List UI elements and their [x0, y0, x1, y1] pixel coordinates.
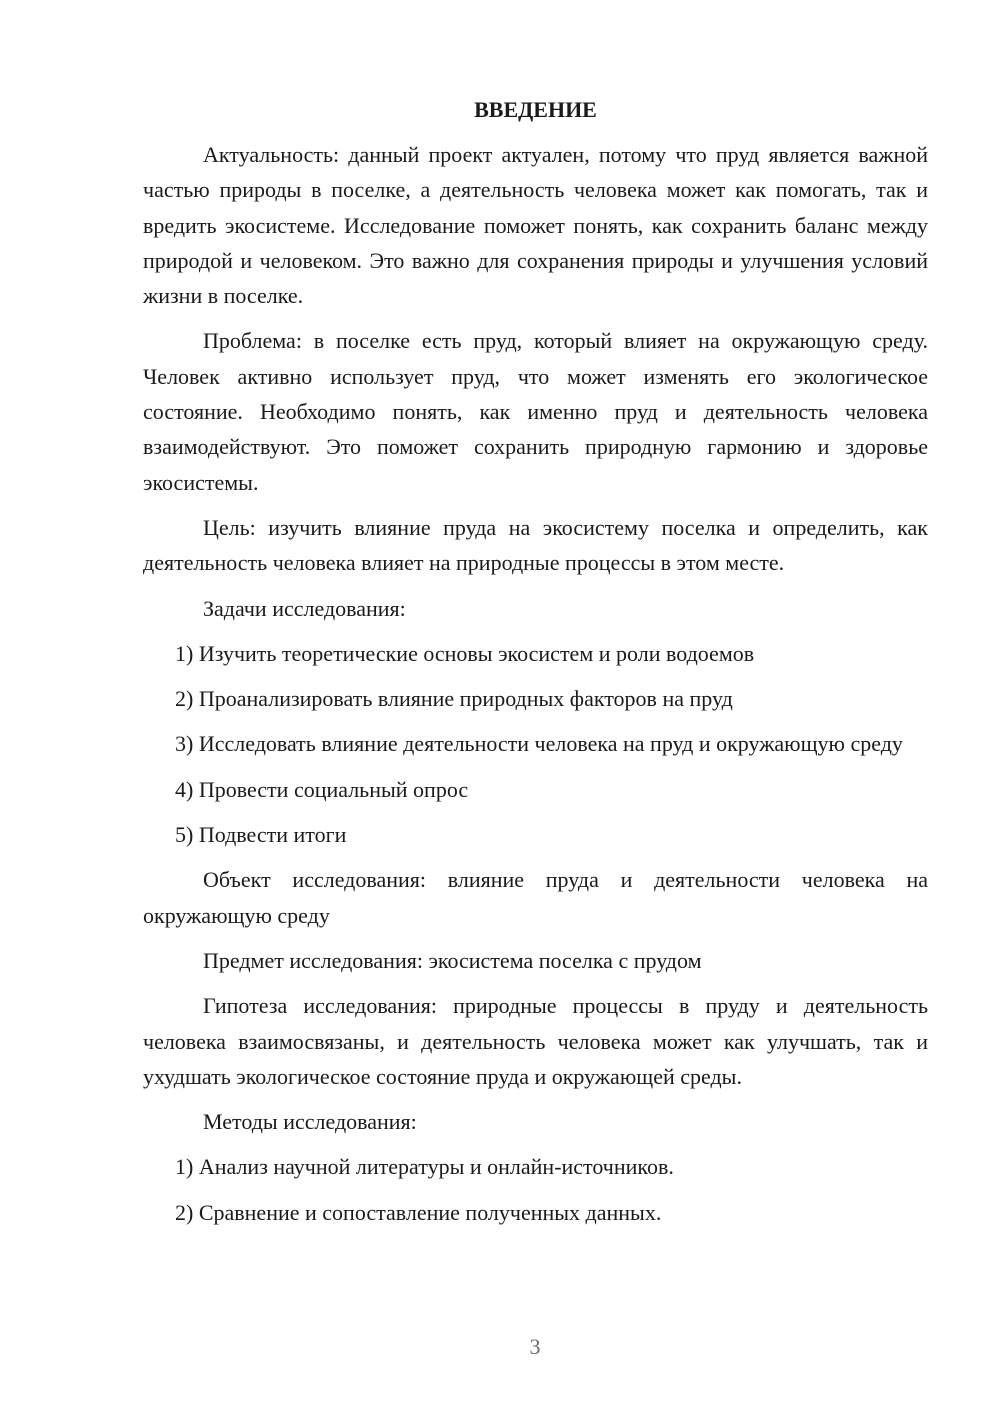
task-item-3: 3) Исследовать влияние деятельности человека на пруд и окружающую среду — [175, 731, 903, 757]
task-item-1: 1) Изучить теоретические основы экосистем и роли водоемов — [175, 640, 755, 666]
relevance-paragraph: Актуальность: данный проект актуален, потому что пруд является важной частью природы в поселке, а деятельность человека может как помогать, так и вредить экосистеме. Исследование поможет понять, как сохранить баланс между природой и человеком. Это важно для сохранения природы и улучшения условий жизни в поселке. — [143, 142, 928, 309]
method-item-2: 2) Сравнение и сопоставление полученных данных. — [175, 1199, 662, 1225]
object-paragraph: Объект исследования: влияние пруда и деятельности человека на окружающую среду — [143, 867, 928, 928]
method-item-1: 1) Анализ научной литературы и онлайн-источников. — [175, 1154, 674, 1180]
page-content — [143, 94, 928, 1240]
tasks-heading: Задачи исследования: — [203, 595, 406, 621]
methods-heading: Методы исследования: — [203, 1109, 417, 1135]
problem-paragraph: Проблема: в поселке есть пруд, который влияет на окружающую среду. Человек активно использует пруд, что может изменять его экологическое состояние. Необходимо понять, как именно пруд и деятельность человека взаимодействуют. Это поможет сохранить природную гармонию и здоровье экосистемы. — [143, 328, 928, 495]
section-title: ВВЕДЕНИЕ — [474, 97, 597, 122]
task-item-2: 2) Проанализировать влияние природных факторов на пруд — [175, 686, 733, 712]
task-item-5: 5) Подвести итоги — [175, 822, 347, 848]
subject-paragraph: Предмет исследования: экосистема поселка с прудом — [203, 947, 702, 973]
page-number: 3 — [529, 1334, 541, 1359]
hypothesis-paragraph: Гипотеза исследования: природные процессы в пруду и деятельность человека взаимосвязаны, и деятельность человека может как улучшать, так и ухудшать экологическое состояние пруда и окружающей среды. — [143, 993, 928, 1089]
task-item-4: 4) Провести социальный опрос — [175, 776, 469, 802]
goal-paragraph: Цель: изучить влияние пруда на экосистему поселка и определить, как деятельность человека влияет на природные процессы в этом месте. — [143, 514, 928, 576]
